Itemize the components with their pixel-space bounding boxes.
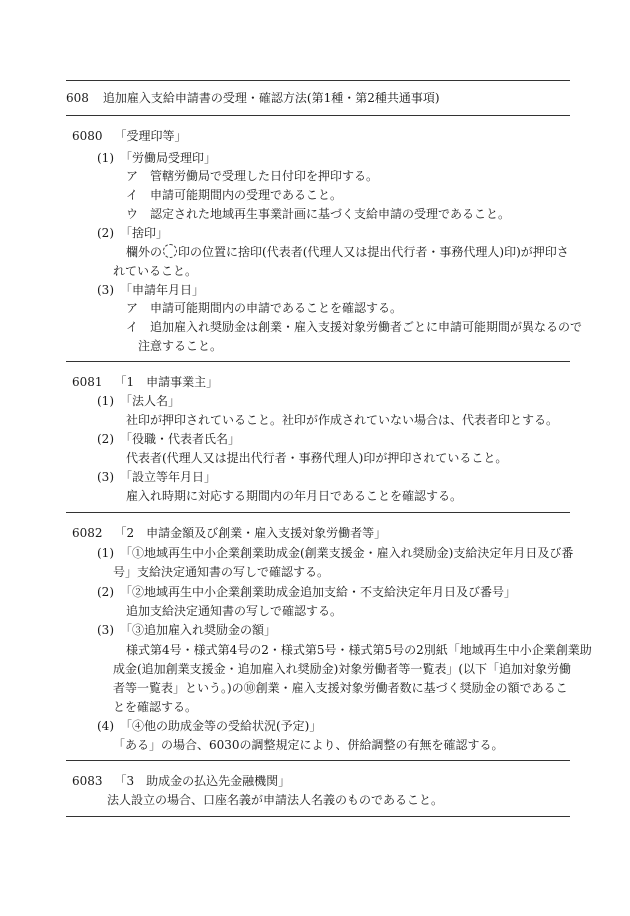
- text-line: 者等一覧表」という。)の⑩創業・雇入支援対象労働者数に基づく奨励金の額であるこ: [113, 681, 568, 695]
- heading-6081: [72, 374, 218, 390]
- text-line: れていること。: [113, 264, 198, 278]
- text-line: イ 追加雇入れ奨励金は創業・雇入支援対象労働者ごとに申請可能期間が異なるので: [126, 320, 583, 334]
- item-number: 6082: [72, 526, 103, 540]
- text-line: とを確認する。: [113, 700, 198, 714]
- sub-num: (3): [97, 470, 114, 484]
- sub-title: 「③追加雇入れ奨励金の額」: [120, 623, 277, 637]
- item-heading: 「2 申請金額及び創業・雇入支援対象労働者等」: [114, 526, 387, 540]
- sub-title: 「法人名」: [120, 394, 181, 408]
- text-line: 注意すること。: [138, 339, 223, 353]
- section-title: 追加雇入支給申請書の受理・確認方法(第1種・第2種共通事項): [102, 91, 440, 105]
- heading-6080: [72, 128, 187, 144]
- text-line: 追加支給決定通知書の写しで確認する。: [126, 604, 343, 618]
- sub-title: 「労働局受理印」: [120, 151, 217, 165]
- item-number: 6081: [72, 375, 103, 389]
- sub-title: 「設立等年月日」: [120, 470, 217, 484]
- text-line: 様式第4号・様式第4号の2・様式第5号・様式第5号の2別紙「地域再生中小企業創業助: [126, 643, 592, 657]
- sub-title: 「申請年月日」: [120, 283, 205, 297]
- sub-num: (2): [97, 585, 114, 599]
- section-rule: [66, 361, 570, 362]
- sub-title: 「②地域再生中小企業創業助成金追加支給・不支給決定年月日及び番号」: [120, 585, 517, 599]
- heading-6082: [72, 525, 386, 541]
- section-header: [66, 90, 440, 106]
- top-rule: [66, 80, 570, 81]
- sub-num: (1): [97, 151, 114, 165]
- item-heading: 「受理印等」: [114, 129, 187, 143]
- sub-num: (3): [97, 623, 114, 637]
- text-line: ア 管轄労働局で受理した日付印を押印する。: [126, 169, 379, 183]
- item-number: 6080: [72, 129, 103, 143]
- text-line: 成金(追加創業支援金・追加雇入れ奨励金)対象労働者等一覧表」(以下「追加対象労働: [113, 662, 572, 676]
- text-line: [126, 244, 569, 260]
- text-line: 社印が押印されていること。社印が作成されていない場合は、代表者印とする。: [126, 413, 559, 427]
- text-line: 「①地域再生中小企業創業助成金(創業支援金・雇入れ奨励金)支給決定年月日及び番: [120, 546, 574, 560]
- text-line: 法人設立の場合、口座名義が申請法人名義のものであること。: [107, 793, 444, 807]
- sub-num: (4): [97, 719, 114, 733]
- text-line: 「ある」の場合、6030の調整規定により、併給調整の有無を確認する。: [113, 738, 504, 752]
- sub-title: 「役職・代表者氏名」: [120, 432, 241, 446]
- text-line: ア 申請可能期間内の申請であることを確認する。: [126, 301, 403, 315]
- item-number: 6083: [72, 774, 103, 788]
- sub-num: (1): [97, 394, 114, 408]
- sub-num: (1): [97, 546, 114, 560]
- item-heading: 「3 助成金の払込先金融機関」: [114, 774, 291, 788]
- text-line: 雇入れ時期に対応する期間内の年月日であることを確認する。: [126, 489, 463, 503]
- sub-num: (2): [97, 432, 114, 446]
- section-rule: [66, 512, 570, 513]
- header-rule: [66, 115, 570, 116]
- bottom-rule: [66, 816, 570, 817]
- text-fragment: 印の位置に捨印(代表者(代理人又は提出代行者・事務代理人)印)が押印さ: [178, 245, 569, 259]
- sub-title: 「捨印」: [120, 226, 169, 240]
- sub-num: (2): [97, 226, 114, 240]
- text-fragment: 欄外の: [126, 245, 163, 259]
- sub-title: 「④他の助成金等の受給状況(予定)」: [120, 719, 322, 733]
- section-number: 608: [66, 91, 89, 105]
- item-heading: 「1 申請事業主」: [114, 375, 219, 389]
- text-line: イ 申請可能期間内の受理であること。: [126, 188, 343, 202]
- sub-num: (3): [97, 283, 114, 297]
- text-line: 代表者(代理人又は提出代行者・事務代理人)印が押印されていること。: [126, 451, 508, 465]
- text-line: ウ 認定された地域再生事業計画に基づく支給申請の受理であること。: [126, 207, 511, 221]
- section-rule: [66, 760, 570, 761]
- heading-6083: [72, 773, 290, 789]
- dashed-circle-icon: [163, 244, 177, 258]
- text-line: 号」支給決定通知書の写しで確認する。: [113, 565, 330, 579]
